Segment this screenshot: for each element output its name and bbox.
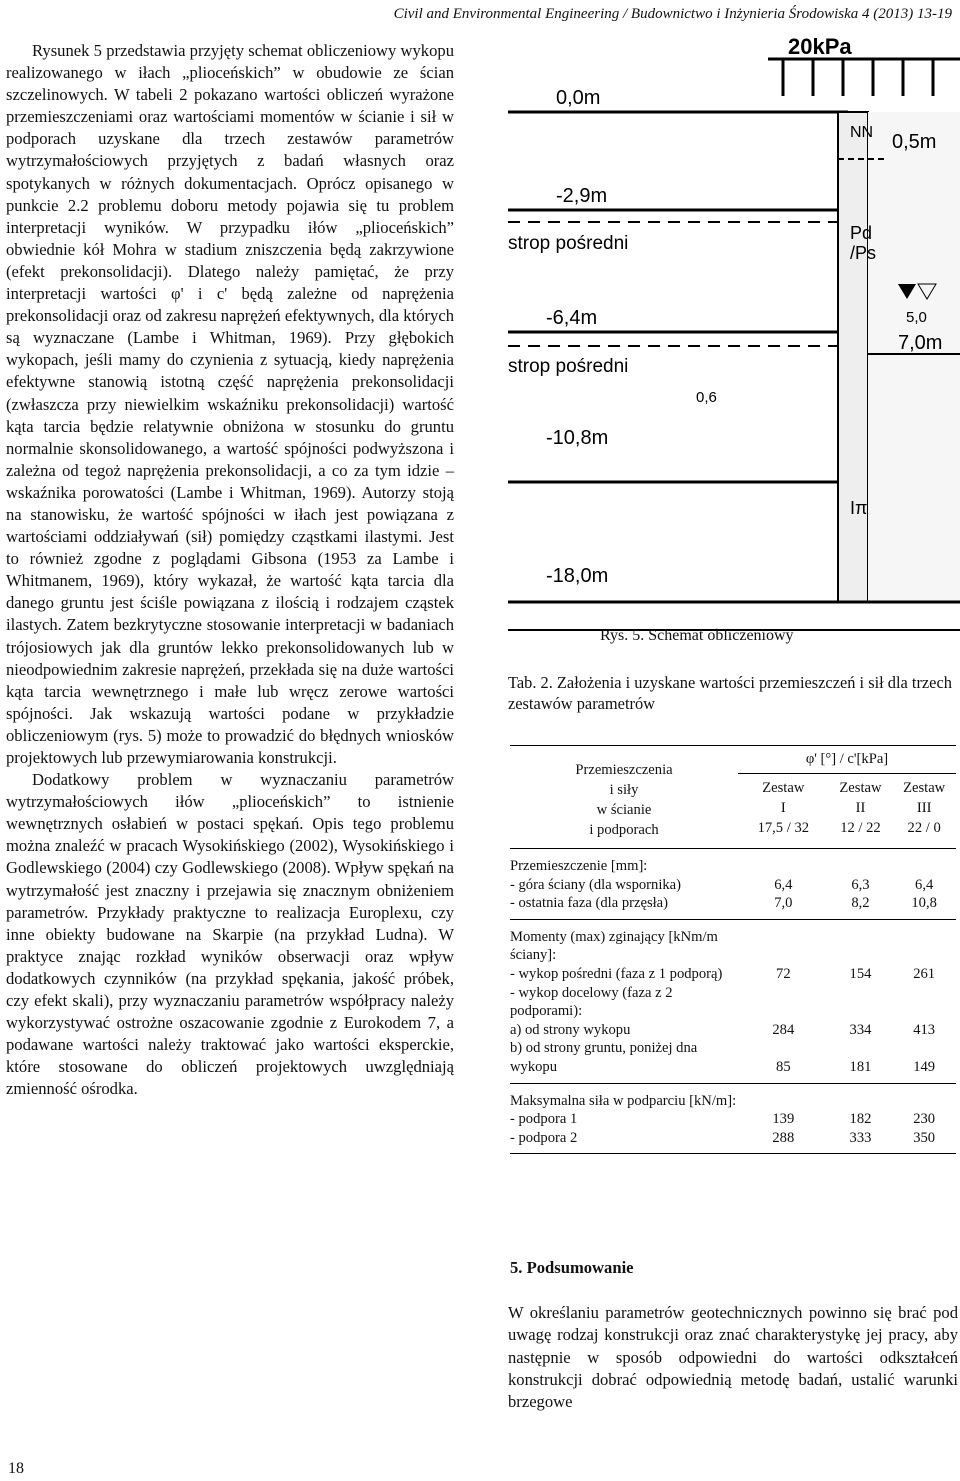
table-row <box>510 965 956 984</box>
row-value: 334 <box>849 1021 872 1038</box>
row-label: - podpora 1 <box>510 1111 578 1128</box>
set-num: III <box>916 800 932 817</box>
row-value <box>738 849 829 876</box>
row-value: 284 <box>772 1021 795 1038</box>
level-2: -6,4m <box>546 307 598 329</box>
row-value: 6,4 <box>915 876 934 893</box>
row-value <box>892 849 956 876</box>
set-val: 22 / 0 <box>907 820 941 837</box>
row-value <box>738 1083 829 1110</box>
conclusion-paragraph: W określaniu parametrów geotechnicznych powinno się brać pod uwagę rodzaj konstrukcji oraz znać charakterystykę jej pracy, aby następnie w sposób odpowiedni do wartości odkształceń konstrukcji dobrać odpowiednią metodę badań, ustalić warunki brzegowe <box>508 1303 958 1412</box>
water-value: 5,0 <box>906 309 927 326</box>
strut-label-1: strop pośredni <box>508 233 629 254</box>
table-row <box>510 919 956 965</box>
table-row <box>510 1129 956 1148</box>
row-value: 72 <box>776 965 791 982</box>
row-value: 8,2 <box>851 895 870 912</box>
set-name: Zestaw <box>903 780 946 797</box>
row-value <box>892 984 956 1021</box>
strut-label-2: strop pośredni <box>508 356 629 377</box>
row-label: Przemieszczenie [mm]: <box>510 858 648 874</box>
row-value <box>829 984 893 1021</box>
row-value: 149 <box>913 1058 936 1075</box>
level-3: -10,8m <box>546 427 609 449</box>
row-value: 139 <box>772 1111 795 1128</box>
wall-thickness: 0,6 <box>696 389 717 406</box>
table-row <box>510 1110 956 1129</box>
row-label: - góra ściany (dla wspornika) <box>510 876 682 893</box>
row-label: - wykop pośredni (faza z 1 podporą) <box>510 965 723 982</box>
row-value: 350 <box>913 1129 936 1146</box>
row-value: 10,8 <box>911 895 937 912</box>
level-1: -2,9m <box>556 185 608 207</box>
row-value: 85 <box>776 1058 791 1075</box>
calculation-scheme-figure <box>498 34 960 634</box>
soil-label-2: Iπ <box>850 498 868 518</box>
table-row <box>510 894 956 913</box>
row-label: - wykop docelowy (faza z 2 podporami): <box>510 984 673 1020</box>
left-column <box>6 40 454 1101</box>
set-val: 17,5 / 32 <box>757 820 810 837</box>
set-num: I <box>780 800 786 817</box>
row-header-line: w ścianie <box>596 802 652 818</box>
row-value: 7,0 <box>774 895 793 912</box>
set-name: Zestaw <box>762 780 805 797</box>
level-right-1: 7,0m <box>898 332 943 354</box>
soil-label-1: Pd /Ps <box>850 223 877 263</box>
diaphragm-wall <box>838 112 868 602</box>
set-num: II <box>855 800 866 817</box>
load-label: 20kPa <box>788 34 852 59</box>
row-value <box>892 1083 956 1110</box>
results-table <box>510 745 956 1154</box>
section-title: 5. Podsumowanie <box>510 1258 634 1277</box>
param-header: φ' [°] / c'[kPa] <box>805 751 889 767</box>
table-row <box>510 1083 956 1110</box>
row-value: 261 <box>913 965 936 982</box>
row-value <box>892 919 956 965</box>
surface-load <box>768 59 960 96</box>
set-name: Zestaw <box>839 780 882 797</box>
row-value: 6,3 <box>851 876 870 893</box>
row-value <box>829 919 893 965</box>
row-value: 288 <box>772 1129 795 1146</box>
row-value: 6,4 <box>774 876 793 893</box>
row-label: a) od strony wykopu <box>510 1021 631 1038</box>
row-header-line: i siły <box>609 782 639 798</box>
row-header-line: i podporach <box>589 822 659 838</box>
water-label: NN <box>850 124 874 141</box>
row-value: 181 <box>849 1058 872 1075</box>
row-label: Momenty (max) zginający [kNm/m ściany]: <box>510 928 718 964</box>
row-label: - ostatnia faza (dla przęsła) <box>510 895 669 912</box>
row-value: 413 <box>913 1021 936 1038</box>
table-title: Tab. 2. Założenia i uzyskane wartości przemieszczeń i sił dla trzech zestawów parametrów <box>508 673 952 713</box>
row-header-line: Przemieszczenia <box>575 762 673 778</box>
row-value: 182 <box>849 1111 872 1128</box>
table-row <box>510 876 956 895</box>
figure-caption: Rys. 5. Schemat obliczeniowy <box>600 627 794 644</box>
row-value: 333 <box>849 1129 872 1146</box>
page-number: 18 <box>8 1460 24 1477</box>
table-row <box>510 1039 956 1076</box>
table-row <box>510 1021 956 1040</box>
row-label: - podpora 2 <box>510 1129 578 1146</box>
row-value: 230 <box>913 1111 936 1128</box>
paragraph-2: Dodatkowy problem w wyznaczaniu parametrów wytrzymałościowych iłów „plioceńskich” to istnienie wewnętrznych osłabień w postaci spękań. Opis tego problemu można znaleźć w pracach Wysokińskiego (2002), Wysokińskiego i Godlewskiego (2004) czy Godlewskiego (2008). Wpływ spękań na wytrzymałość jest znaczny i przejawia się znacznym obniżeniem parametrów. Przykłady praktyczne to realizacja Europlexu, czy inne obiekty budowane na Skarpie (na przykład Ludna). W praktyce znając rozkład wyników obserwacji oraz wpływ dodatkowych czynników (na przykład spękania, jakość próbek, czy efekt skali), przy wyznaczaniu parametrów współpracy należy wykorzystywać ostrożne oszacowanie zgodnie z Eurokodem 7, a podawane wartości należy traktować jako wartości eksperckie, które stosowane do obliczeń projektowych uwzględniają zmienność ośrodka. <box>6 770 454 1099</box>
set-val: 12 / 22 <box>840 820 881 837</box>
row-value: 154 <box>849 965 872 982</box>
level-4: -18,0m <box>546 565 609 587</box>
row-value <box>829 1083 893 1110</box>
row-value <box>738 919 829 965</box>
row-value <box>829 849 893 876</box>
row-value <box>738 984 829 1021</box>
level-right-0: 0,5m <box>892 131 937 153</box>
paragraph-1: Rysunek 5 przedstawia przyjęty schemat obliczeniowy wykopu realizowanego w iłach „plioceńskich” w obudowie ze ścian szczelinowych. W tabeli 2 pokazano wartości obliczeń wyrażone przemieszczeniami oraz wartościami momentów w ścianie i sił w podporach uzyskane dla trzech zestawów parametrów wytrzymałościowych przyjętych z badań własnych oraz spotykanych w różnych dokumentacjach. Oprócz opisanego w punkcie 2.2 problemu doboru metody pojawia się tu problem interpretacji wyników. W przypadku iłów „plioceńskich” obwiednie kół Mohra w stadium zniszczenia będą zakrzywione (efekt prekonsolidacji). Dlatego należy pamiętać, że przy interpretacji wartości φ' i c' będą zależne od naprężenia prekonsolidacji oraz od zakresu naprężeń efektywnych, dla których są wyznaczane (Lambe i Whitman, 1969). Przy głębokich wykopach, jeśli mamy do czynienia z sytuacją, kiedy naprężenia efektywne stanowią istotną część naprężenia prekonsolidacji (zwłaszcza przy niewielkim wskaźniku prekonsolidacji) wartość kąta tarcia będzie relatywnie obniżona w stosunku do gruntu normalnie skonsolidowanego, a wartość spójności podwyższona i zależna od tegoż naprężenia prekonsolidacji, a co za tym idzie – wskaźnika porowatości (Lambe i Whitman, 1969). Autorzy stoją na stanowisku, że wartość spójności w iłach jest powiązana z wartościami oddziaływań (sił) pomiędzy cząstkami ilastymi. Jest to również zgodne z poglądami Gibsona (1953 za Lambe i Whitmanem, 1969), który wykazał, że wartość kąta tarcia dla danego gruntu jest ściśle powiązana z ilością i rodzajem cząstek ilastych. Zatem bezkrytyczne stosowanie interpretacji w badaniach trójosiowych jak dla gruntów lekko prekonsolidowanych lub w nieodpowiednim zakresie naprężeń, przekłada się na duże wartości kąta tarcia wewnętrznego i małe lub wręcz zerowe wartości spójności. Jak wskazują wartości podane w przykładzie obliczeniowym (rys. 5) może to prowadzić do błędnych wniosków projektowych lub przewymiarowania konstrukcji. <box>6 41 454 767</box>
row-label: b) od strony gruntu, poniżej dna wykopu <box>510 1040 698 1075</box>
running-header: Civil and Environmental Engineering / Budownictwo i Inżynieria Środowiska 4 (2013) 13-19 <box>393 6 952 22</box>
table-row <box>510 984 956 1021</box>
level-0: 0,0m <box>556 87 601 109</box>
row-label: Maksymalna siła w podparciu [kN/m]: <box>510 1092 737 1109</box>
table-row <box>510 849 956 876</box>
